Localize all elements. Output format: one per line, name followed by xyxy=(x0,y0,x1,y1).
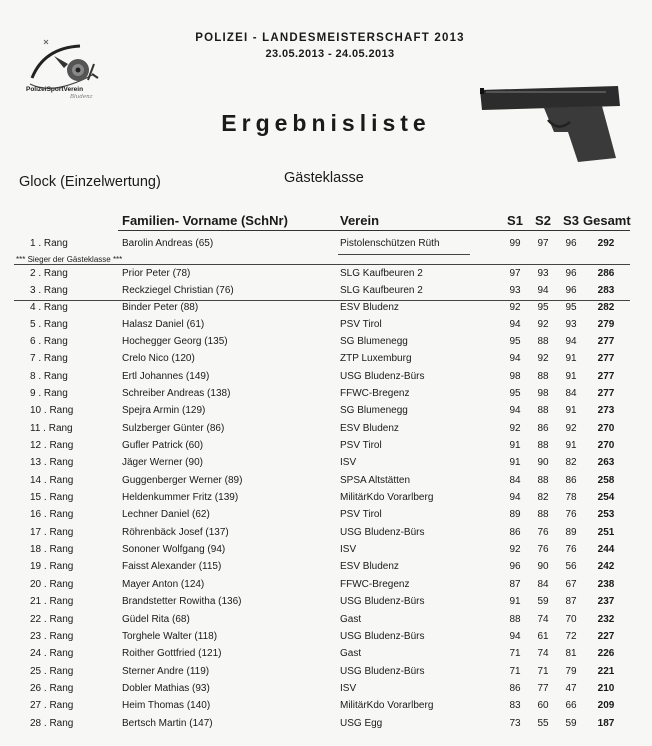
column-header-name: Familien- Vorname (SchNr) xyxy=(122,213,288,228)
cell-club: ESV Bludenz xyxy=(340,302,399,313)
cell-s2: 88 xyxy=(537,475,549,486)
cell-total: 286 xyxy=(597,268,615,279)
table-row xyxy=(0,268,652,282)
event-dates: 23.05.2013 - 24.05.2013 xyxy=(265,48,395,60)
table-row xyxy=(0,527,652,541)
cell-total: 244 xyxy=(597,544,615,555)
table-row xyxy=(0,544,652,558)
cell-s3: 67 xyxy=(565,579,577,590)
table-row xyxy=(0,440,652,454)
cell-rank: 14 . Rang xyxy=(30,475,74,486)
table-row xyxy=(0,509,652,523)
cell-club: FFWC-Bregenz xyxy=(340,388,410,399)
cell-s2: 88 xyxy=(537,405,549,416)
cell-s1: 91 xyxy=(509,596,521,607)
cell-s3: 59 xyxy=(565,718,577,729)
cell-s1: 86 xyxy=(509,683,521,694)
cell-rank: 21 . Rang xyxy=(30,596,74,607)
cell-name: Brandstetter Rowitha (136) xyxy=(122,596,242,607)
cell-s3: 76 xyxy=(565,509,577,520)
cell-rank: 15 . Rang xyxy=(30,492,74,503)
event-title: POLIZEI - LANDESMEISTERSCHAFT 2013 xyxy=(195,32,465,44)
cell-name: Guggenberger Werner (89) xyxy=(122,475,243,486)
cell-s3: 84 xyxy=(565,388,577,399)
cell-name: Heldenkummer Fritz (139) xyxy=(122,492,239,503)
column-header-club: Verein xyxy=(340,213,380,228)
cell-name: Barolin Andreas (65) xyxy=(122,238,214,249)
cell-s2: 88 xyxy=(537,440,549,451)
table-row xyxy=(0,666,652,680)
table-row xyxy=(0,319,652,333)
cell-s2: 74 xyxy=(537,614,549,625)
cell-name: Bertsch Martin (147) xyxy=(122,718,213,729)
cell-rank: 2 . Rang xyxy=(30,268,68,279)
table-row xyxy=(0,336,652,350)
cell-total: 238 xyxy=(597,579,615,590)
cell-s2: 74 xyxy=(537,648,549,659)
cell-rank: 22 . Rang xyxy=(30,614,74,625)
table-row xyxy=(0,648,652,662)
cell-s2: 93 xyxy=(537,268,549,279)
cell-club: ZTP Luxemburg xyxy=(340,353,412,364)
table-row xyxy=(0,614,652,628)
cell-total: 209 xyxy=(597,700,615,711)
cell-s2: 88 xyxy=(537,371,549,382)
cell-total: 221 xyxy=(597,666,615,677)
cell-name: Faisst Alexander (115) xyxy=(122,561,222,572)
cell-club: SPSA Altstätten xyxy=(340,475,411,486)
cell-s1: 94 xyxy=(509,353,521,364)
winner-divider xyxy=(14,264,630,265)
cell-club: PSV Tirol xyxy=(340,440,382,451)
cell-club: USG Egg xyxy=(340,718,383,729)
cell-club: ISV xyxy=(340,544,357,555)
cell-rank: 10 . Rang xyxy=(30,405,74,416)
cell-s3: 89 xyxy=(565,527,577,538)
cell-s1: 97 xyxy=(509,268,521,279)
cell-s2: 86 xyxy=(537,423,549,434)
cell-rank: 27 . Rang xyxy=(30,700,74,711)
cell-s3: 96 xyxy=(565,238,577,249)
cell-s2: 88 xyxy=(537,336,549,347)
cell-s3: 93 xyxy=(565,319,577,330)
cell-club: Gast xyxy=(340,614,362,625)
cell-s1: 71 xyxy=(509,648,521,659)
cell-s2: 92 xyxy=(537,319,549,330)
cell-club: PSV Tirol xyxy=(340,319,382,330)
cell-rank: 4 . Rang xyxy=(30,302,68,313)
cell-s2: 88 xyxy=(537,509,549,520)
cell-name: Torghele Walter (118) xyxy=(122,631,218,642)
cell-name: Spejra Armin (129) xyxy=(122,405,206,416)
cell-total: 263 xyxy=(597,457,615,468)
cell-name: Sulzberger Günter (86) xyxy=(122,423,225,434)
cell-total: 242 xyxy=(597,561,615,572)
cell-name: Mayer Anton (124) xyxy=(122,579,205,590)
cell-club: USG Bludenz-Bürs xyxy=(340,596,425,607)
cell-total: 270 xyxy=(597,440,615,451)
table-row xyxy=(0,285,652,299)
logo-text: PolizeiSportVerein xyxy=(26,86,84,93)
cell-s1: 98 xyxy=(509,371,521,382)
cell-total: 226 xyxy=(597,648,615,659)
cell-total: 187 xyxy=(597,718,615,729)
cell-rank: 17 . Rang xyxy=(30,527,74,538)
cell-rank: 3 . Rang xyxy=(30,285,68,296)
cell-s2: 82 xyxy=(537,492,549,503)
cell-s1: 96 xyxy=(509,561,521,572)
cell-s3: 82 xyxy=(565,457,577,468)
cell-name: Jäger Werner (90) xyxy=(122,457,203,468)
cell-s1: 87 xyxy=(509,579,521,590)
cell-s1: 89 xyxy=(509,509,521,520)
cell-name: Sononer Wolfgang (94) xyxy=(122,544,226,555)
cell-total: 279 xyxy=(597,319,615,330)
cell-s3: 91 xyxy=(565,371,577,382)
cell-total: 292 xyxy=(597,238,615,249)
cell-rank: 24 . Rang xyxy=(30,648,74,659)
podium-divider xyxy=(14,300,630,301)
cell-s3: 87 xyxy=(565,596,577,607)
cell-s1: 91 xyxy=(509,440,521,451)
cell-s2: 76 xyxy=(537,527,549,538)
cell-s2: 60 xyxy=(537,700,549,711)
cell-total: 251 xyxy=(597,527,615,538)
cell-club: USG Bludenz-Bürs xyxy=(340,631,425,642)
cell-club: ISV xyxy=(340,683,357,694)
table-row xyxy=(0,631,652,645)
cell-s1: 84 xyxy=(509,475,521,486)
cell-rank: 6 . Rang xyxy=(30,336,68,347)
cell-s3: 86 xyxy=(565,475,577,486)
cell-s2: 71 xyxy=(537,666,549,677)
cell-s3: 94 xyxy=(565,336,577,347)
cell-total: 277 xyxy=(597,336,615,347)
cell-name: Crelo Nico (120) xyxy=(122,353,195,364)
table-row xyxy=(0,405,652,419)
cell-name: Reckziegel Christian (76) xyxy=(122,285,234,296)
cell-s3: 76 xyxy=(565,544,577,555)
column-header-s2: S2 xyxy=(535,213,551,228)
cell-s2: 76 xyxy=(537,544,549,555)
club-cell-underline xyxy=(338,254,470,255)
table-row xyxy=(0,475,652,489)
cell-s1: 99 xyxy=(509,238,521,249)
cell-rank: 1 . Rang xyxy=(30,238,68,249)
cell-rank: 18 . Rang xyxy=(30,544,74,555)
cell-name: Schreiber Andreas (138) xyxy=(122,388,231,399)
column-header-total: Gesamt xyxy=(583,213,631,228)
cell-s3: 72 xyxy=(565,631,577,642)
table-row xyxy=(0,579,652,593)
table-row xyxy=(0,561,652,575)
cell-s2: 59 xyxy=(537,596,549,607)
cell-name: Röhrenbäck Josef (137) xyxy=(122,527,229,538)
cell-s1: 92 xyxy=(509,423,521,434)
table-row xyxy=(0,388,652,402)
cell-s1: 93 xyxy=(509,285,521,296)
cell-rank: 25 . Rang xyxy=(30,666,74,677)
table-row xyxy=(0,457,652,471)
cell-s3: 96 xyxy=(565,285,577,296)
cell-club: ISV xyxy=(340,457,357,468)
category-label: Glock (Einzelwertung) xyxy=(19,174,161,190)
cell-total: 253 xyxy=(597,509,615,520)
cell-name: Güdel Rita (68) xyxy=(122,614,190,625)
cell-s2: 90 xyxy=(537,561,549,572)
cell-s1: 88 xyxy=(509,614,521,625)
cell-total: 254 xyxy=(597,492,615,503)
cell-total: 282 xyxy=(597,302,615,313)
cell-s3: 92 xyxy=(565,423,577,434)
cell-s2: 61 xyxy=(537,631,549,642)
cell-rank: 5 . Rang xyxy=(30,319,68,330)
cell-name: Prior Peter (78) xyxy=(122,268,191,279)
column-header-s3: S3 xyxy=(563,213,579,228)
cell-s2: 84 xyxy=(537,579,549,590)
table-row xyxy=(0,423,652,437)
cell-s3: 91 xyxy=(565,405,577,416)
cell-s1: 92 xyxy=(509,544,521,555)
cell-s2: 90 xyxy=(537,457,549,468)
cell-rank: 19 . Rang xyxy=(30,561,74,572)
cell-total: 270 xyxy=(597,423,615,434)
header-divider xyxy=(118,230,630,231)
cell-name: Roither Gottfried (121) xyxy=(122,648,222,659)
cell-rank: 20 . Rang xyxy=(30,579,74,590)
cell-club: SG Blumenegg xyxy=(340,405,408,416)
table-row xyxy=(0,302,652,316)
cell-total: 273 xyxy=(597,405,615,416)
cell-s3: 78 xyxy=(565,492,577,503)
logo-script: Bludenz xyxy=(70,94,93,100)
winner-note: *** Sieger der Gästeklasse *** xyxy=(16,255,123,264)
cell-club: ESV Bludenz xyxy=(340,561,399,572)
results-table xyxy=(0,234,652,734)
cell-club: SG Blumenegg xyxy=(340,336,408,347)
document-title: Ergebnisliste xyxy=(221,110,431,136)
cell-total: 277 xyxy=(597,371,615,382)
cell-s3: 66 xyxy=(565,700,577,711)
cell-s3: 96 xyxy=(565,268,577,279)
cell-s2: 77 xyxy=(537,683,549,694)
cell-name: Gufler Patrick (60) xyxy=(122,440,204,451)
cell-s3: 91 xyxy=(565,440,577,451)
cell-club: SLG Kaufbeuren 2 xyxy=(340,268,423,279)
cell-rank: 26 . Rang xyxy=(30,683,74,694)
cell-rank: 11 . Rang xyxy=(30,423,73,434)
class-label: Gästeklasse xyxy=(284,170,364,186)
cell-club: Gast xyxy=(340,648,362,659)
column-header-s1: S1 xyxy=(507,213,523,228)
cell-club: FFWC-Bregenz xyxy=(340,579,410,590)
cell-total: 277 xyxy=(597,353,615,364)
cell-rank: 28 . Rang xyxy=(30,718,74,729)
cell-club: Pistolenschützen Rüth xyxy=(340,238,440,249)
table-row xyxy=(0,683,652,697)
cell-s2: 95 xyxy=(537,302,549,313)
cell-name: Heim Thomas (140) xyxy=(122,700,211,711)
table-row xyxy=(0,353,652,367)
cell-rank: 12 . Rang xyxy=(30,440,74,451)
table-row xyxy=(0,492,652,506)
cell-s3: 47 xyxy=(565,683,577,694)
cell-s2: 94 xyxy=(537,285,549,296)
cell-s3: 79 xyxy=(565,666,577,677)
cell-total: 232 xyxy=(597,614,615,625)
cell-total: 283 xyxy=(597,285,615,296)
cell-name: Binder Peter (88) xyxy=(122,302,199,313)
cell-s1: 91 xyxy=(509,457,521,468)
cell-s1: 94 xyxy=(509,631,521,642)
cell-name: Lechner Daniel (62) xyxy=(122,509,210,520)
cell-s1: 83 xyxy=(509,700,521,711)
cell-club: PSV Tirol xyxy=(340,509,382,520)
cell-s3: 70 xyxy=(565,614,577,625)
cell-s3: 81 xyxy=(565,648,577,659)
cell-club: USG Bludenz-Bürs xyxy=(340,666,425,677)
cell-club: SLG Kaufbeuren 2 xyxy=(340,285,423,296)
cell-s1: 94 xyxy=(509,492,521,503)
cell-total: 227 xyxy=(597,631,615,642)
cell-total: 258 xyxy=(597,475,615,486)
cell-rank: 9 . Rang xyxy=(30,388,68,399)
table-row xyxy=(0,238,652,252)
table-row xyxy=(0,596,652,610)
cell-name: Halasz Daniel (61) xyxy=(122,319,205,330)
cell-name: Hochegger Georg (135) xyxy=(122,336,228,347)
cell-s2: 55 xyxy=(537,718,549,729)
cell-club: MilitärKdo Vorarlberg xyxy=(340,700,434,711)
cell-s3: 95 xyxy=(565,302,577,313)
cell-club: USG Bludenz-Bürs xyxy=(340,527,425,538)
cell-s1: 95 xyxy=(509,336,521,347)
table-row xyxy=(0,371,652,385)
cell-club: ESV Bludenz xyxy=(340,423,399,434)
cell-rank: 8 . Rang xyxy=(30,371,68,382)
cell-total: 237 xyxy=(597,596,615,607)
table-row xyxy=(0,700,652,714)
cell-s1: 95 xyxy=(509,388,521,399)
cell-name: Sterner Andre (119) xyxy=(122,666,210,677)
cell-name: Dobler Mathias (93) xyxy=(122,683,210,694)
cell-total: 277 xyxy=(597,388,615,399)
cell-s1: 71 xyxy=(509,666,521,677)
cell-s1: 73 xyxy=(509,718,521,729)
cell-s1: 92 xyxy=(509,302,521,313)
cell-s1: 86 xyxy=(509,527,521,538)
table-row xyxy=(0,718,652,732)
cell-club: USG Bludenz-Bürs xyxy=(340,371,425,382)
cell-rank: 13 . Rang xyxy=(30,457,74,468)
cell-total: 210 xyxy=(597,683,615,694)
cell-s1: 94 xyxy=(509,405,521,416)
cell-s2: 98 xyxy=(537,388,549,399)
cell-s2: 97 xyxy=(537,238,549,249)
cell-s1: 94 xyxy=(509,319,521,330)
cell-rank: 7 . Rang xyxy=(30,353,68,364)
cell-s2: 92 xyxy=(537,353,549,364)
cell-name: Ertl Johannes (149) xyxy=(122,371,210,382)
cell-s3: 56 xyxy=(565,561,577,572)
cell-rank: 16 . Rang xyxy=(30,509,74,520)
cell-club: MilitärKdo Vorarlberg xyxy=(340,492,434,503)
cell-s3: 91 xyxy=(565,353,577,364)
cell-rank: 23 . Rang xyxy=(30,631,74,642)
